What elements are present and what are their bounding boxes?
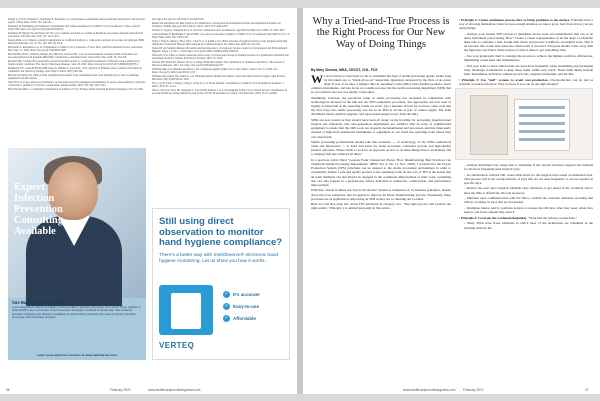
principle-sub-bullet <box>464 163 593 171</box>
bullet-marker: – <box>464 206 467 210</box>
check-icon: ✓ <box>224 315 229 321</box>
ad-caption <box>12 300 142 320</box>
reference-entry: Wong J, Feng K, Zhang J, Mi Z, Ma L, Chen Y, et al. SARS-CoV-2 RNA detection of hospital isolation wards hygiene monitoring during the Coronavirus Disease 2019 outbreak in a Chinese hospital. Int J Infect Dis. 2020; 94: 103-106. <box>152 39 288 46</box>
bullet-text: Review the next day's surgical schedule early afternoon to get ahead of the workload and to have the time to effectively allocate resources. <box>464 186 593 195</box>
instrument <box>519 114 565 117</box>
bullet-text: Many SPDs have fixed schedules in which most of the technicians are scheduled in the morning shift but the <box>464 221 593 230</box>
references-column-2 <box>152 18 290 204</box>
feature-item <box>223 315 285 322</box>
instrument <box>519 130 565 133</box>
bullet-text: Overproduction can be just as wasteful as underproduction. Why do more if you can do the right amount? <box>459 77 593 86</box>
ad-url-link[interactable]: Learn more about her services at www.saferbarnes.com <box>37 353 117 357</box>
article-paragraph <box>311 96 451 116</box>
principle-bullet <box>459 216 593 220</box>
paragraph-text: In a previous article titled "Lessons From Unexpected Places: How Manufacturing Best Practices Can Transform Sterile Processing Departments" (HPN, Vol. 2, No. 11, Nov. 2020), I covered how the Toyota Production System (TPS) principles can be adapted to the sterile processing environment in order to consistently deliver a safe and quality product to the operating room. At the core of TPS is the notion that all team members can and should be engaged in the continuous improvement of their work, something that can only happen in a professional culture dedicated to teamwork, collaboration, and performance improvement. <box>311 158 451 187</box>
paragraph-text: Thankfully, however, the perceived value of sterile processing has increased in conjunction with technological advances in the OR and our SPD equipment, processes, and approaches are now seen as equally as important as the operating rooms we serve. (As a measure of how far we have come, note that my first foray into sterile processing was not in an SPD at all but as part of central supply. My team distributed linens, medical supplies, and reprocessed surgical trays from the OR.) <box>311 96 451 117</box>
reference-entry: Mukherjee DV, Cohen B, Bovino ME, Desai S, Whittier S, Larson EL. 2012. Survival of influenza virus on hands and fomites in community and laboratory settings. Am J Infect Control. 40(7):590-594. <box>8 67 142 74</box>
bullet-text: Analyze your current SPD process to determine excess steps and redundancies that can or do delay instrument reprocessing. How? Create a visual representation of all the steps a technician must take to complete a task. Graph with charts and process workflows are helpful tools. This is an exercise that works best when the whole team is involved. Everyone should come away with the figurative and literal whole picture of what it takes to get something done. <box>464 31 593 53</box>
bullet-marker: – <box>464 31 467 36</box>
bullet-marker: – <box>464 221 468 226</box>
bullet-text: Analyze instrument tray usage data to determine if the current inventory supports the demand for the most frequently used surgical trays. <box>464 162 593 171</box>
feature-label: Easy-to-use <box>233 304 260 309</box>
device-screen <box>171 293 201 329</box>
consultant-bio: is an independent clinical consultant, board-certified in infection prevention and control (CIC), a fellow of APIC (FAPIC) and co-founder of the Prevention Strategist of Clinical Professionals. She currently provides marketing and clinical consultation to select industry partners who seek to support infection prevention with innovative products. <box>12 305 141 320</box>
article-title: Why a Tried-and-True Process is the Right Process for Our New Way of Doing Things <box>312 16 450 50</box>
bullet-marker: – <box>464 172 467 177</box>
reference-entry: Kanamori H. Rethinking environmental contamination and fomite transmission of SARS-CoV-2 in healthcare. J Infect. Aug 26 2020; DOI: https://doi.org/10.1016/j.jinf.2020.08.041. <box>8 25 140 32</box>
reference-entry: Kampf G, Todt D, Pfaender S, Steinmann E. Persistence of coronaviruses on inanimate surfaces and their inactivation with biocidal agents. J Hosp Infect. 2020; 104: 246-251. <box>8 18 145 25</box>
article-column-2 <box>455 18 593 386</box>
principle-heading: Principle 4: Level out the workload (heijunka). <box>460 215 528 220</box>
paragraph-text: Here we will dive deep into seven TPS principles in category two: "The right process will produce the right results." Principle 1 is omitted purposely in this article. <box>311 202 451 211</box>
left-page <box>0 8 297 394</box>
reference-entry: Ye G, Lin H, Chen S, Wang S, Zeng Z, Wang W, et al. Environmental contamination of SARS-CoV-2 in healthcare premises. J Infect. 2020; 81: e1-e5. <box>152 81 284 88</box>
principle-bullet <box>459 18 593 30</box>
issue-date-left: February 2021 <box>110 388 131 392</box>
principle-sub-bullet <box>464 186 593 194</box>
reference-entry: Mian M and Weber DJ. 2008. A study quantifying the transfer from contaminated and clean inhalable gloves due to sanitizing equipment in health centers. <box>8 74 139 81</box>
bullet-text: In collaboration with the OR, create PAR levels for the surgical trays based on utilization data. This process will avoid overproduction of trays that are not used frequently or are not needed on specific days. <box>464 172 593 185</box>
instrument-tray <box>514 99 570 151</box>
reference-entry: Weber DJ, et al. Effect of surface materials and recovery of viruses and non-spore-forming bacteria on a quantitative individual risk assessment model for fomites. Environ Sci Technol. 2016; 55. 2010. <box>152 53 289 60</box>
reference-entry: Williams AM, et al. Disinfectant efficacy and comparison against SARS-CoV-2. Am J Infect Control. Nov 13, 2020. doi: https://doi.org/10.1016/j.ajic.2020.11.013 <box>152 67 278 74</box>
reference-entry: Mondell ME, Colaiezzi B, Leonard RN, Gobeil D and Ricciardone G. Comparative Essentials of infection control pathways by fomite transfer conditions. The Lancet J Infectious Diseases. Sept. 28, 2020. https://doi.org/10.1016/S1473-3099(20)30678-2 <box>8 60 141 67</box>
bullet-text: Designate liaison and/or positions horizon to ensure the OR have what they need, when they need it, and in the amount they need it. <box>464 206 593 215</box>
principle-bullet <box>459 78 593 86</box>
right-page <box>303 8 600 394</box>
verteq-subheadline: There's a better way with IntelObserve® electronic hand hygiene monitoring. Let us show you how it works. <box>159 253 279 264</box>
paragraph-text: e do not have to look back too far to remember the days of sterile processing quality audits done by the naked eye or "black-glove-on" inspection. Questions answered by the flick of an eraser head. It was, to be sure, a simpler time in operating rooms (ORs) with reusable products, fewer complex instruments, and less focus on a sterile process, but the sterile processing department (SPD) that is a procedure's success was mostly overlooked. <box>311 74 451 95</box>
principle-sub-bullet <box>464 196 593 204</box>
article-paragraph <box>311 74 451 94</box>
reference-entry: Marquardt G, Reiterman A, et al. Transmission of SARS-CoV-2: A Review of Viral, Host, and Environmental Factors. Ann Intern Med. Sept. 17, 2020. https://doi.org/10.7326/M20-5008 <box>8 46 143 53</box>
article-paragraph <box>311 188 451 200</box>
consulting-advertisement[interactable] <box>8 148 146 360</box>
bullet-text: Use your graph/path chart to redesign the process to achieve the highest workflow efficiencies, minimizing actual steps and redundancies. <box>464 53 593 63</box>
verteq-headline: Still using direct observation to monitor hand hygiene compliance? <box>159 216 283 249</box>
reference-entry: van Doremalen N, Bushmaker T, Morris DH, et al. Aerosol and surface stability of SARS-CoV-2 as compared with SARS-CoV-1. N Engl J Med. 2020; 382: 1564-1567. <box>152 32 290 39</box>
reference-entry: Zhou J, Otter JA, Price JR, Cimpeanu C, Garcia DM, Kinross J, et al. Investigating SARS-CoV-2 surface and air contamination in an acute healthcare setting during the peak of the COVID-19 pandemic in London. Clin Infect Dis. 2020; Oct 8: ciaa905. <box>152 88 288 95</box>
instrument <box>519 138 565 141</box>
verteq-feature-list <box>223 291 285 327</box>
reference-entry: Rutala WA and Weber DJ. Best practices for disinfection of noncritical environmental surfaces and equipment in health care facilities: a bundle approach. Am J Infect Control. 2019; 47S: A96-A105. <box>152 21 281 28</box>
paragraph-text: With that context in mind, the Toyota Production System is comprised of 14 business principles, broken down into four categories, that are geared to improve its whole manufacturing process. Fortunately, these processes are as applicable to improving an SPD as they are to churning out Corollas. <box>311 188 451 201</box>
bullet-marker: – <box>464 196 467 201</box>
article-paragraph <box>311 158 451 187</box>
article-paragraph <box>311 140 451 156</box>
bullet-marker: – <box>464 162 467 167</box>
check-icon: ✓ <box>224 291 229 297</box>
page-number-left: 36 <box>6 388 10 392</box>
bullet-marker: – <box>464 63 467 68</box>
page-number-right: 37 <box>585 388 589 392</box>
feature-item <box>223 303 285 310</box>
issue-date-right: February 2021 <box>463 388 484 392</box>
principle-sub-bullet <box>464 206 593 214</box>
principle-sub-bullet <box>464 64 593 76</box>
article-paragraph <box>311 118 451 138</box>
principle-sub-bullet <box>464 221 593 229</box>
instrument-container <box>470 95 508 155</box>
principle-heading: Principle 3: Use "pull" systems to avoid over-production. <box>461 77 549 82</box>
reference-entry: Ong SWX, et al. Air, surface environmental, and personal protective equipment contamination by severe acute respiratory syndrome coronavirus 2 (SARS-CoV-2) from a symptomatic patient. JAMA. 2020; 323 (16): 1610-1612. <box>8 81 146 88</box>
bullet-text: "Work like the tortoise, not the hare." <box>527 215 578 220</box>
bullet-marker: – <box>464 186 467 191</box>
principle-sub-bullet <box>464 54 593 62</box>
article-photo <box>455 88 593 160</box>
reference-entry: Whelan AH, Weber DJ, Roberts CD et al. Using CPOE time-stamps. The contribution of ventilation and airflow. The Journal of Infectious Diseases. 2021. doi: https://doi.org/10.1093/infdis/jiaa735 <box>152 60 285 67</box>
drop-cap: W <box>311 74 323 86</box>
bullet-marker: • <box>459 77 462 82</box>
bullet-marker: – <box>464 53 467 58</box>
article-column-1 <box>311 74 451 386</box>
verteq-logo: VERTEQ <box>159 341 195 350</box>
bullet-text: Tell your team to learn which items are used most frequently when assembling and packaging trays. Redesign workstations to keep those items within easy reach. These items likely include basic instruments, indicators, tamper-proof locks, inspection materials, and the like. <box>464 63 593 76</box>
website-left[interactable]: www.healthcarepurchasingnews.com <box>148 388 201 392</box>
principle-heading: Principle 2: Create continuous process flow to bring problems to the surface. <box>461 18 571 22</box>
reference-entry: Mitchell BG, Hall L, White N, Barnett AG, Halton K, Paterson DL, et al. An environmental cleaning bundle and health-care-associated infections in hospitals (REACH): a multicentre, randomised trial. Lancet Infect Dis. 2019; 19: 410-418. <box>8 53 138 60</box>
consultant-name: Sue Barnes, RN, CIC, FAPIC <box>12 300 68 305</box>
reference-entry: Kanay AMA, et al. Patient-to-medical transmission as a sufficient pathway: a comparative analysis across time and pathogen. BMC Infectious Diseases. Vol. 19, No. 140: 200. (S) 2019. <box>8 39 145 46</box>
references-column-1 <box>8 18 146 144</box>
bullet-text: Maintain open communication with the OR to confirm the customer demands are being met with no working on trays that are not needed. <box>464 196 593 205</box>
paragraph-text: SPDs are now treated as they should have been all along: as the frontline for preventing hospital-based surgical site infections. Our new-generation departments are outfitted with an array of sophisticated equipment to ensure that the OR's tools are properly decontaminated and processed, and that improperly cleaned or high-level disinfected instruments or equipment do not reach the operating room where they can cause harm. <box>311 118 451 139</box>
principle-sub-bullet <box>464 32 593 52</box>
reference-entry: Weber DJ and Sickbert-Bennett. Prevention and the importance of respiratory viruses. Journal of Occupational and Environmental Hygiene. Pages 1-5. Dec 7, 2020. https://doi.org/10.1080/15459624.2020.1845343 <box>152 46 288 53</box>
reference-entry: Thomas Y, Vogel G, Wunderli W, et al. Survival of influenza virus on banknotes. Appl Environ Microbiol. 2008; 74: 3002-3007. <box>152 28 286 32</box>
instrument <box>519 122 565 125</box>
website-right[interactable]: www.healthcarepurchasingnews.com <box>403 388 456 392</box>
principle-sub-bullet <box>464 173 593 185</box>
reference-entry: Williams WA, Rutala WA, Smith S, et al. Modeling surface disinfection needs to meet microbial reduction targets. Appl Environ Microbiol. 86(13) e00709-20. 2020. <box>152 74 286 81</box>
feature-item <box>223 291 285 298</box>
article-paragraph <box>311 202 451 210</box>
bullet-marker: • <box>459 18 462 22</box>
feature-label: Affordable <box>233 316 256 321</box>
bullet-marker: • <box>459 215 461 220</box>
reference-entry: Pfitz AM and Mize L. Community Transmission of SARS-CoV-2 by Fomites: Risks and Risk Reduction Strategies. Nov 23, 2020. <box>8 88 144 91</box>
check-icon: ✓ <box>224 303 229 309</box>
feature-label: It's accurate <box>233 292 260 297</box>
device-image <box>159 285 213 335</box>
paragraph-text: Sterile processing professionals should take this evolution — of technology, of the SPD's understood value and importance — to heart and strive for better processes, consistent growth, and high-quality product outcomes. Where better to look for an approach on how to do these things than to an industry and a company that has achieved all three? <box>311 140 451 157</box>
ad-headline: Expert Infection Prevention Consulting Available <box>14 182 64 237</box>
reference-entry: doi: https://doi.org/10.1101/2020.11.20.20225748 <box>152 18 204 21</box>
reference-entry: Kanamori H, Rutala WA and Weber DJ. The role of patient care items as a fomite in healthcare-associated outbreaks and infection prevention. Clin Infect Dis. 2017; 65: 1412-1419. <box>8 32 143 39</box>
bullet-text: Problems have a way of showing themselves when we stop enough attention, so take a good, hard look at how you are doing things. <box>459 18 593 31</box>
verteq-advertisement[interactable] <box>152 208 290 360</box>
article-byline: By Mary Sheena, MHA, CRCST, CHL, FCS <box>311 68 378 72</box>
instrument <box>519 106 565 109</box>
